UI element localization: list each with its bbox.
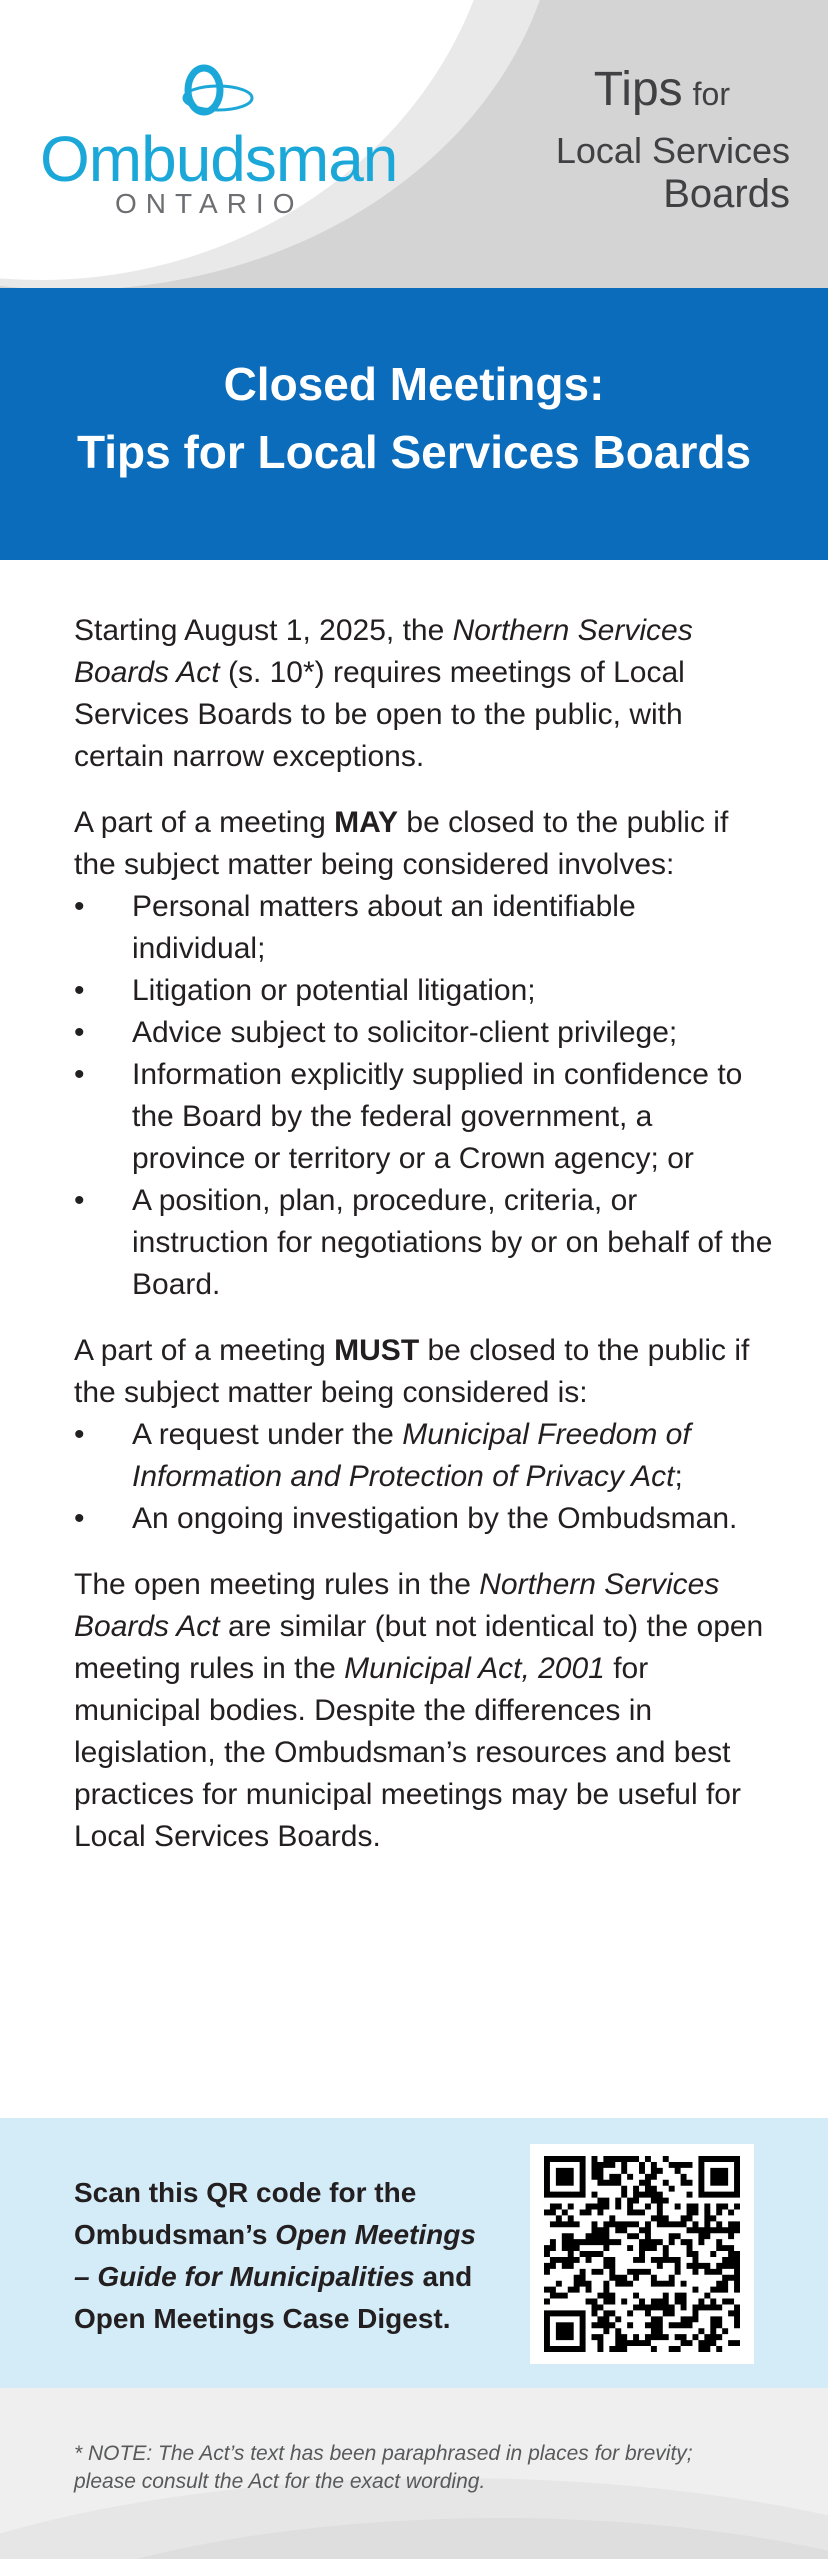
may-keyword: MAY <box>334 806 399 839</box>
list-item: • Information explicitly supplied in confidence to the Board by the federal government, a province or territory or a Crown agency; or <box>74 1054 774 1180</box>
page-title <box>0 288 828 486</box>
guide-title: Open Meetings – Guide for Municipalities <box>74 2219 476 2292</box>
bullet-icon: • <box>74 1418 85 1451</box>
act-title: Northern Services Boards Act <box>74 614 693 689</box>
list-item: • A request under the Municipal Freedom of Information and Protection of Privacy Act; <box>74 1414 774 1498</box>
intro-paragraph: Starting August 1, 2025, the Northern Services Boards Act (s. 10*) requires meetings of Local Services Boards to be open to the public, with certain narrow exceptions. <box>74 614 693 773</box>
act-title: Municipal Freedom of Information and Protection of Privacy Act <box>132 1418 691 1493</box>
tips-line-3: Boards <box>663 172 790 216</box>
must-keyword: MUST <box>334 1334 420 1367</box>
qr-code-icon[interactable] <box>544 2156 740 2352</box>
tips-line-1 <box>594 62 730 117</box>
list-item: • Personal matters about an identifiable individual; <box>74 886 774 970</box>
must-lead-paragraph: A part of a meeting MUST be closed to the public if the subject matter being considered is: <box>74 1334 750 1409</box>
title-line-1: Closed Meetings: <box>223 358 605 410</box>
may-exceptions-list <box>74 886 774 1306</box>
bullet-icon: • <box>74 890 85 923</box>
bullet-icon: • <box>74 1184 85 1217</box>
bullet-icon: • <box>74 1058 85 1091</box>
title-line-2: Tips for Local Services Boards <box>76 426 752 478</box>
bullet-icon: • <box>74 974 85 1007</box>
footnote: * NOTE: The Act’s text has been paraphrased in places for brevity; please consult the Act for the exact wording. <box>74 2442 693 2493</box>
header <box>0 0 828 288</box>
bullet-icon: • <box>74 1016 85 1049</box>
tips-word: Tips <box>593 63 683 116</box>
list-item: • Advice subject to solicitor-client privilege; <box>74 1012 774 1054</box>
bullet-icon: • <box>74 1502 85 1535</box>
ombudsman-logo-icon <box>176 60 256 124</box>
list-item: • An ongoing investigation by the Ombudsman. <box>74 1498 774 1540</box>
qr-caption: Scan this QR code for the Ombudsman’s Open Meetings – Guide for Municipalities and Open Meetings Case Digest. <box>74 2177 476 2334</box>
ombudsman-logo <box>40 60 420 230</box>
logo-wordmark: Ombudsman <box>40 123 398 195</box>
main-content <box>74 610 774 1882</box>
may-lead-paragraph: A part of a meeting MAY be closed to the public if the subject matter being considered involves: <box>74 806 729 881</box>
closing-paragraph: The open meeting rules in the Northern Services Boards Act are similar (but not identical to) the open meeting rules in the Municipal Act, 2001 for municipal bodies. Despite the differences in legislation, the Ombudsman’s resources and best practices for municipal meetings may be useful for Local Services Boards. <box>74 1568 764 1853</box>
logo-subtitle: ONTARIO <box>115 188 304 219</box>
must-exceptions-list <box>74 1414 774 1540</box>
qr-code[interactable] <box>530 2144 754 2364</box>
tips-for: for <box>692 76 730 112</box>
qr-section <box>0 2118 828 2388</box>
footer <box>0 2388 828 2559</box>
list-item: • Litigation or potential litigation; <box>74 970 774 1012</box>
title-banner <box>0 288 828 560</box>
tips-line-2: Local Services <box>555 130 790 171</box>
list-item: • A position, plan, procedure, criteria, or instruction for negotiations by or on behalf of the Board. <box>74 1180 774 1306</box>
act-title: Municipal Act, 2001 <box>344 1652 605 1685</box>
act-title: Northern Services Boards Act <box>74 1568 720 1643</box>
